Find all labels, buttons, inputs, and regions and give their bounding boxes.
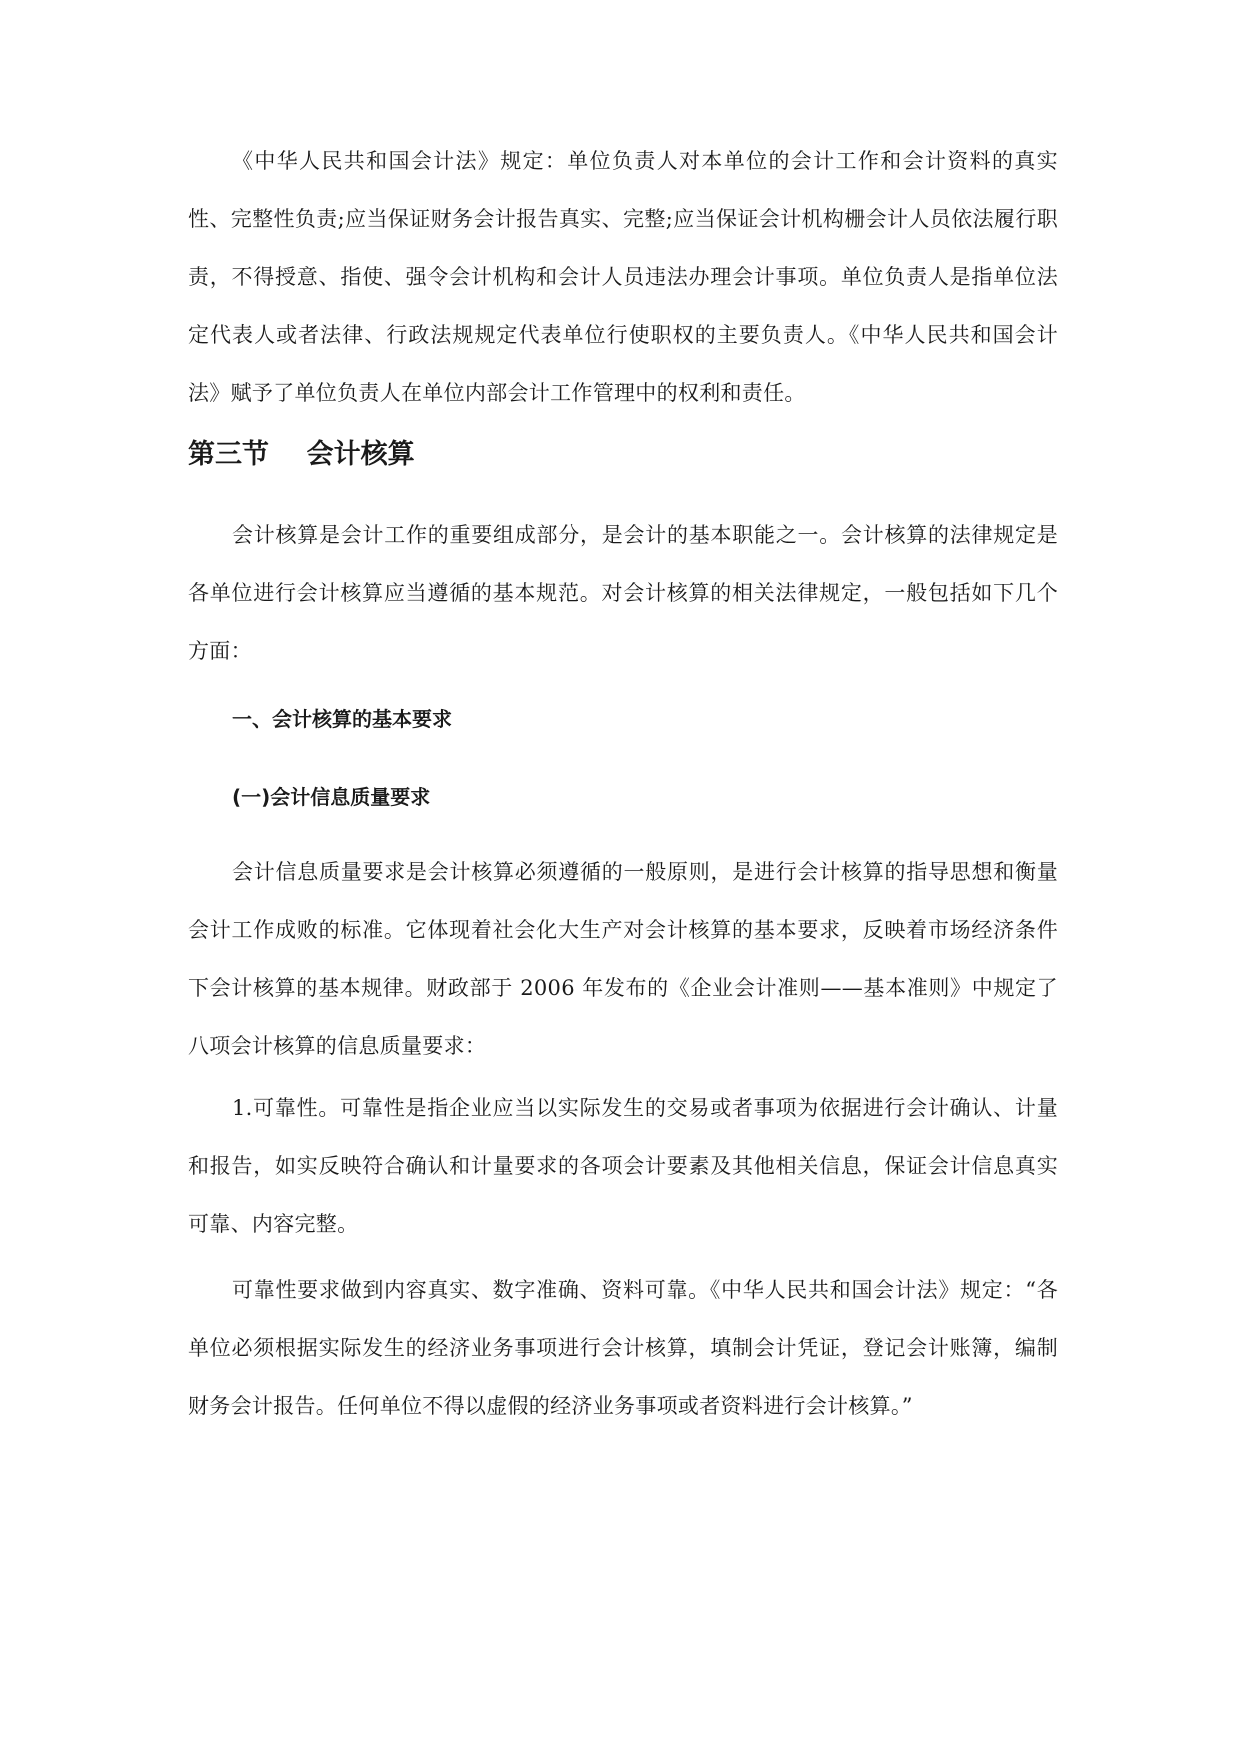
paragraph-reliability-requirements: 可靠性要求做到内容真实、数字准确、资料可靠。《中华人民共和国会计法》规定：“各单位必须根据实际发生的经济业务事项进行会计核算，填制会计凭证，登记会计账簿，编制财务会计报告。任何单位不得以虚假的经济业务事项或者资料进行会计核算。” <box>188 1278 1058 1418</box>
section-title-accounting: 第三节 会计核算 <box>188 439 415 470</box>
paragraph-accounting-intro: 会计核算是会计工作的重要组成部分，是会计的基本职能之一。会计核算的法律规定是各单位进行会计核算应当遵循的基本规范。对会计核算的相关法律规定，一般包括如下几个方面： <box>188 523 1058 663</box>
paragraph-quality-requirements: 会计信息质量要求是会计核算必须遵循的一般原则，是进行会计核算的指导思想和衡量会计工作成败的标准。它体现着社会化大生产对会计核算的基本要求，反映着市场经济条件下会计核算的基本规律。财政部于 2006 年发布的《企业会计准则——基本准则》中规定了八项会计核算的信息质量要求： <box>188 860 1058 1058</box>
heading-basic-requirements: 一、会计核算的基本要求 <box>232 707 452 731</box>
paragraph-accounting-law-responsibility: 《中华人民共和国会计法》规定：单位负责人对本单位的会计工作和会计资料的真实性、完整性负责;应当保证财务会计报告真实、完整;应当保证会计机构栅会计人员依法履行职责，不得授意、指使、强令会计机构和会计人员违法办理会计事项。单位负责人是指单位法定代表人或者法律、行政法规规定代表单位行使职权的主要负责人。《中华人民共和国会计法》赋予了单位负责人在单位内部会计工作管理中的权利和责任。 <box>188 149 1058 405</box>
paragraph-reliability: 1.可靠性。可靠性是指企业应当以实际发生的交易或者事项为依据进行会计确认、计量和报告，如实反映符合确认和计量要求的各项会计要素及其他相关信息，保证会计信息真实可靠、内容完整。 <box>188 1096 1058 1236</box>
heading-information-quality: (一)会计信息质量要求 <box>232 785 431 809</box>
